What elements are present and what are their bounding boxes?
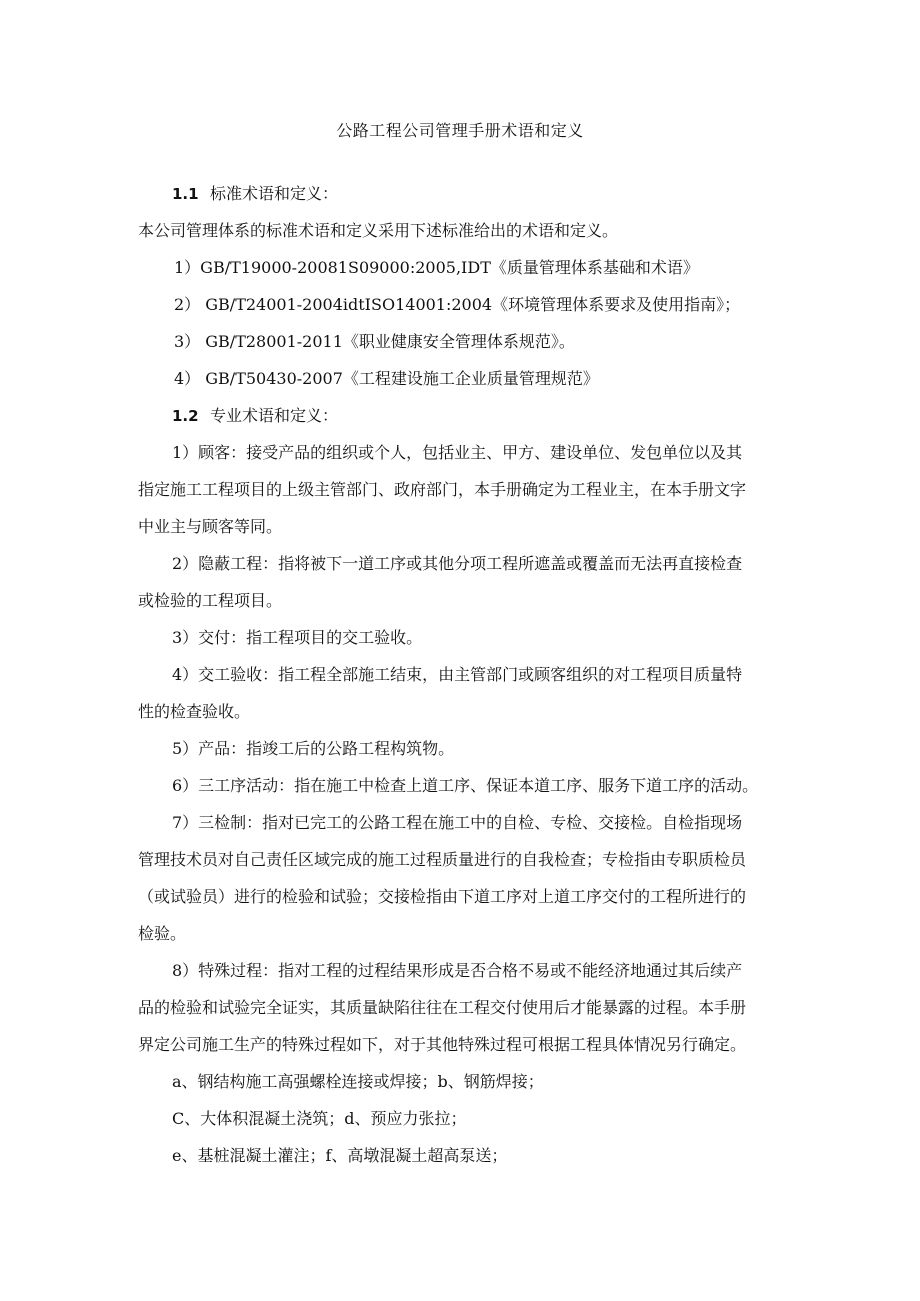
standard-item: 2） GB/T24001-2004idtISO14001:2004《环境管理体系要求及使用指南》； [174,295,741,314]
standard-item: 1）GB/T19000-20081S09000:2005,IDT《质量管理体系基础和术语》 [174,258,699,277]
paragraph-line: 2）隐蔽工程：指将被下一道工序或其他分项工程所遮盖或覆盖而无法再直接检查 [172,554,743,573]
standard-item: 3） GB/T28001-2011《职业健康安全管理体系规范》。 [174,332,575,351]
document-body [138,182,788,1181]
term-paragraph [138,626,788,663]
term-paragraph [138,663,788,737]
paragraph-line: 界定公司施工生产的特殊过程如下，对于其他特殊过程可根据工程具体情况另行确定。 [138,1035,747,1054]
standard-item: 4） GB/T50430-2007《工程建设施工企业质量管理规范》 [174,369,599,388]
term-paragraph [138,441,788,552]
term-paragraph [138,737,788,774]
section-heading-text: 标准术语和定义： [210,184,339,203]
paragraph-line: 7）三检制：指对已完工的公路工程在施工中的自检、专检、交接检。自检指现场 [172,813,743,832]
paragraph-line: 1）顾客：接受产品的组织或个人，包括业主、甲方、建设单位、发包单位以及其 [172,443,743,462]
paragraph-line: 品的检验和试验完全证实，其质量缺陷往往在工程交付使用后才能暴露的过程。本手册 [138,998,747,1017]
special-process-item: a、钢结构施工高强螺栓连接或焊接；b、钢筋焊接； [172,1072,544,1091]
paragraph-line: 或检验的工程项目。 [138,591,283,610]
paragraph-line: 指定施工工程项目的上级主管部门、政府部门，本手册确定为工程业主，在本手册文字 [138,480,747,499]
document-title: 公路工程公司管理手册术语和定义 [336,121,584,140]
term-paragraph [138,552,788,626]
paragraph-line: 中业主与顾客等同。 [138,517,283,536]
term-paragraph [138,811,788,959]
section-number: 1.2 [172,407,199,425]
paragraph-line: 3）交付：指工程项目的交工验收。 [172,628,423,647]
section-heading-text: 专业术语和定义： [210,406,339,425]
special-process-item: e、基桩混凝土灌注；f、高墩混凝土超高泵送； [172,1146,508,1165]
paragraph-line: 管理技术员对自己责任区域完成的施工过程质量进行的自我检查；专检指由专职质检员 [138,850,747,869]
paragraph-line: 6）三工序活动：指在施工中检查上道工序、保证本道工序、服务下道工序的活动。 [172,776,759,795]
paragraph-line: 5）产品：指竣工后的公路工程构筑物。 [172,739,455,758]
paragraph-line: 8）特殊过程：指对工程的过程结果形成是否合格不易或不能经济地通过其后续产 [172,961,743,980]
paragraph-line: 性的检查验收。 [138,702,251,721]
paragraph-line: 4）交工验收：指工程全部施工结束，由主管部门或顾客组织的对工程项目质量特 [172,665,743,684]
section-heading-1-2 [138,404,788,441]
section-intro: 本公司管理体系的标准术语和定义采用下述标准给出的术语和定义。 [138,221,619,240]
paragraph-line: 检验。 [138,924,187,943]
term-paragraph [138,774,788,811]
paragraph-line: （或试验员）进行的检验和试验；交接检指由下道工序对上道工序交付的工程所进行的 [138,887,747,906]
section-heading-1-1 [138,182,788,219]
term-paragraph [138,959,788,1070]
section-number: 1.1 [172,185,199,203]
special-process-item: C、大体积混凝土浇筑；d、预应力张拉； [172,1109,467,1128]
